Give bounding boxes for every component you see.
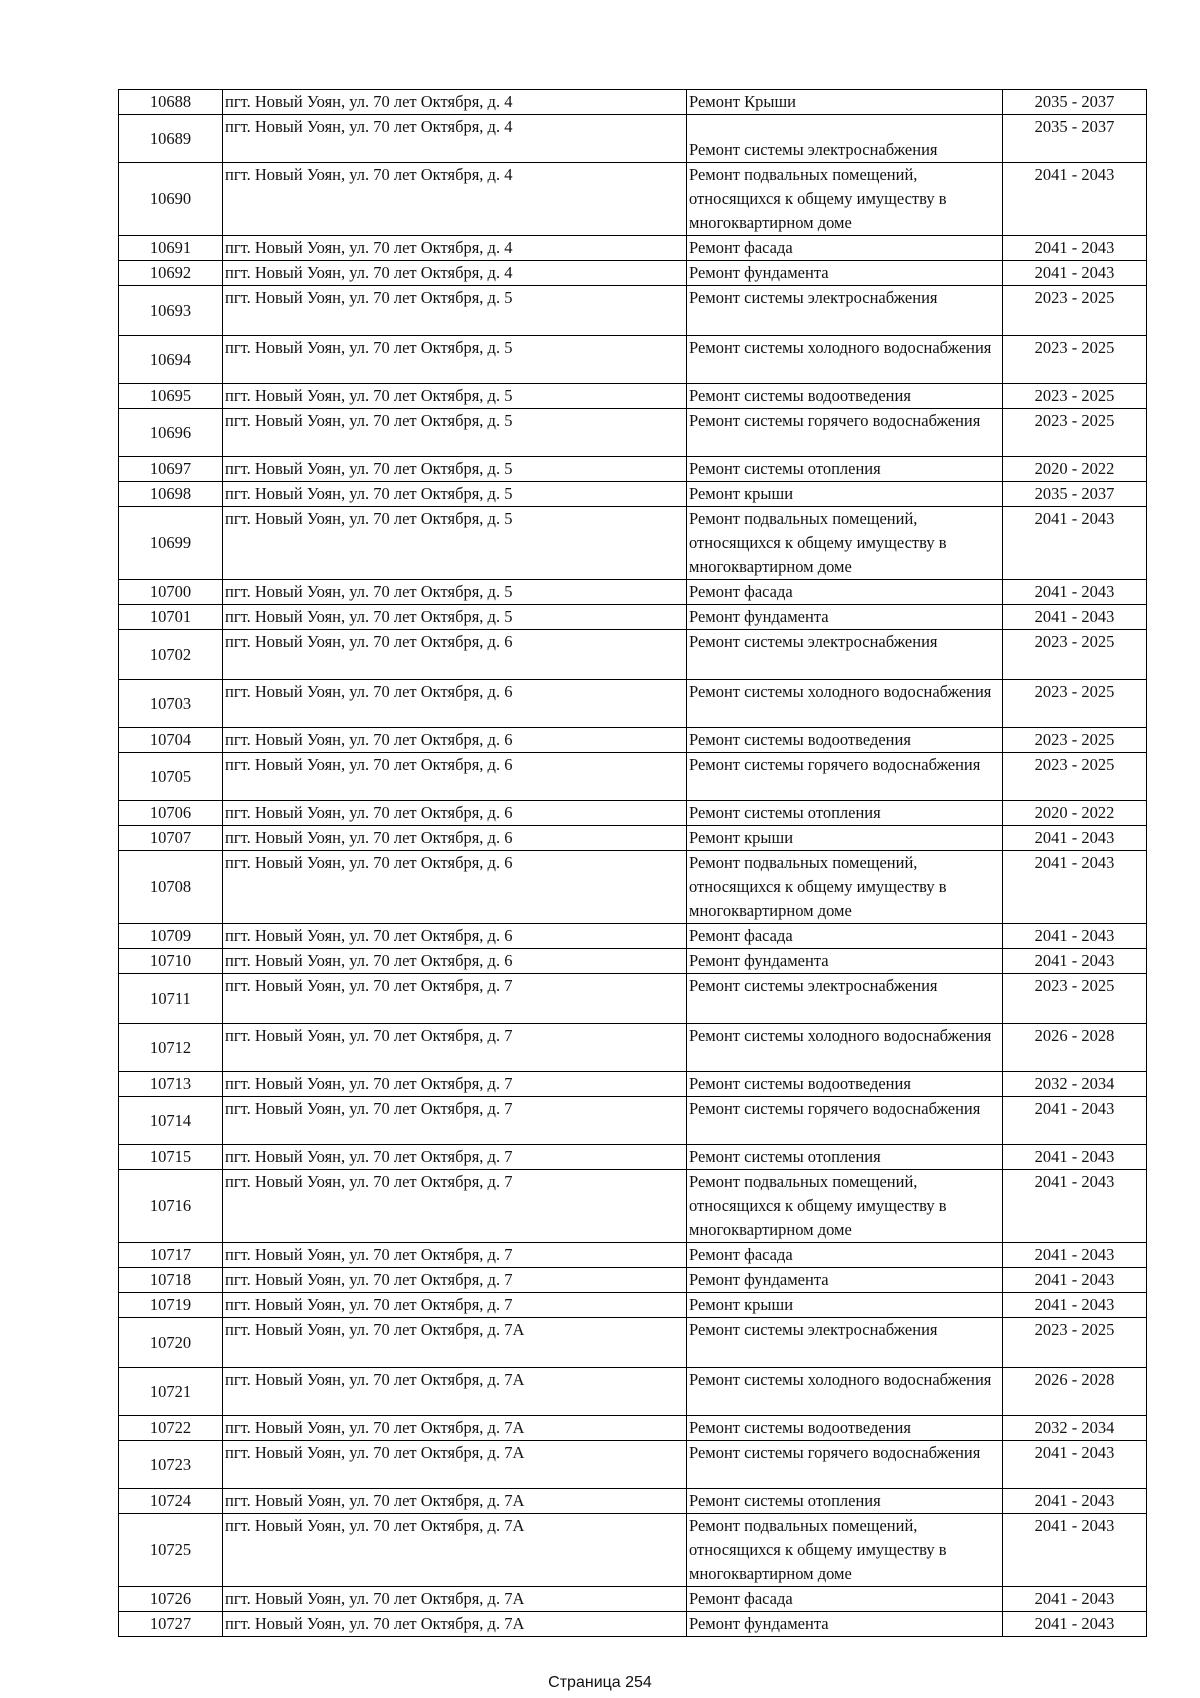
row-number-cell: 10690 [119,163,223,236]
table-row [119,974,1147,1024]
period-cell: 2020 - 2022 [1003,801,1147,826]
period-cell: 2023 - 2025 [1003,680,1147,728]
row-number-cell: 10703 [119,680,223,728]
address-cell: пгт. Новый Уоян, ул. 70 лет Октября, д. 4 [223,90,687,115]
row-number-cell: 10720 [119,1318,223,1368]
row-number-cell: 10692 [119,261,223,286]
address-cell: пгт. Новый Уоян, ул. 70 лет Октября, д. 6 [223,630,687,680]
period-cell: 2041 - 2043 [1003,1441,1147,1489]
row-number-cell: 10694 [119,336,223,384]
work-type-cell: Ремонт системы водоотведения [687,1416,1003,1441]
table-row [119,1097,1147,1145]
work-type-cell: Ремонт системы горячего водоснабжения [687,1097,1003,1145]
row-number-cell: 10724 [119,1489,223,1514]
period-cell: 2041 - 2043 [1003,1587,1147,1612]
address-cell: пгт. Новый Уоян, ул. 70 лет Октября, д. 4 [223,163,687,236]
work-type-cell: Ремонт системы горячего водоснабжения [687,753,1003,801]
period-cell: 2041 - 2043 [1003,924,1147,949]
address-cell: пгт. Новый Уоян, ул. 70 лет Октября, д. 7 [223,1293,687,1318]
row-number-cell: 10709 [119,924,223,949]
table-row [119,680,1147,728]
row-number-cell: 10705 [119,753,223,801]
period-cell: 2020 - 2022 [1003,457,1147,482]
address-cell: пгт. Новый Уоян, ул. 70 лет Октября, д. 6 [223,680,687,728]
row-number-cell: 10714 [119,1097,223,1145]
period-cell: 2041 - 2043 [1003,1293,1147,1318]
work-type-cell: Ремонт фасада [687,1587,1003,1612]
period-cell: 2026 - 2028 [1003,1024,1147,1072]
table-row [119,409,1147,457]
row-number-cell: 10696 [119,409,223,457]
row-number-cell: 10697 [119,457,223,482]
table-row [119,630,1147,680]
row-number-cell: 10725 [119,1514,223,1587]
table-row [119,1368,1147,1416]
period-cell: 2041 - 2043 [1003,507,1147,580]
address-cell: пгт. Новый Уоян, ул. 70 лет Октября, д. 5 [223,286,687,336]
address-cell: пгт. Новый Уоян, ул. 70 лет Октября, д. 7 [223,1024,687,1072]
period-cell: 2023 - 2025 [1003,630,1147,680]
address-cell: пгт. Новый Уоян, ул. 70 лет Октября, д. 5 [223,409,687,457]
work-type-cell: Ремонт фундамента [687,949,1003,974]
address-cell: пгт. Новый Уоян, ул. 70 лет Октября, д. 7 [223,1243,687,1268]
address-cell: пгт. Новый Уоян, ул. 70 лет Октября, д. 6 [223,851,687,924]
row-number-cell: 10704 [119,728,223,753]
address-cell: пгт. Новый Уоян, ул. 70 лет Октября, д. 6 [223,924,687,949]
work-type-cell: Ремонт системы отопления [687,1489,1003,1514]
work-type-cell: Ремонт системы отопления [687,1145,1003,1170]
table-row [119,1268,1147,1293]
address-cell: пгт. Новый Уоян, ул. 70 лет Октября, д. 7А [223,1416,687,1441]
row-number-cell: 10699 [119,507,223,580]
address-cell: пгт. Новый Уоян, ул. 70 лет Октября, д. 7 [223,1145,687,1170]
period-cell: 2023 - 2025 [1003,1318,1147,1368]
period-cell: 2023 - 2025 [1003,384,1147,409]
period-cell: 2032 - 2034 [1003,1416,1147,1441]
work-type-cell: Ремонт системы холодного водоснабжения [687,1368,1003,1416]
table-row [119,1072,1147,1097]
address-cell: пгт. Новый Уоян, ул. 70 лет Октября, д. 4 [223,236,687,261]
period-cell: 2041 - 2043 [1003,1268,1147,1293]
address-cell: пгт. Новый Уоян, ул. 70 лет Октября, д. 6 [223,753,687,801]
row-number-cell: 10726 [119,1587,223,1612]
period-cell: 2041 - 2043 [1003,949,1147,974]
work-type-cell: Ремонт подвальных помещений, относящихся к общему имуществу в многоквартирном доме [687,1170,1003,1243]
row-number-cell: 10710 [119,949,223,974]
work-type-cell: Ремонт системы электроснабжения [687,115,1003,163]
period-cell: 2026 - 2028 [1003,1368,1147,1416]
work-type-cell: Ремонт Крыши [687,90,1003,115]
address-cell: пгт. Новый Уоян, ул. 70 лет Октября, д. 5 [223,457,687,482]
table-row [119,286,1147,336]
period-cell: 2041 - 2043 [1003,1489,1147,1514]
row-number-cell: 10707 [119,826,223,851]
row-number-cell: 10701 [119,605,223,630]
table-row [119,1318,1147,1368]
address-cell: пгт. Новый Уоян, ул. 70 лет Октября, д. 4 [223,115,687,163]
row-number-cell: 10719 [119,1293,223,1318]
period-cell: 2041 - 2043 [1003,236,1147,261]
address-cell: пгт. Новый Уоян, ул. 70 лет Октября, д. 7 [223,974,687,1024]
address-cell: пгт. Новый Уоян, ул. 70 лет Октября, д. 5 [223,605,687,630]
work-type-cell: Ремонт фундамента [687,605,1003,630]
period-cell: 2041 - 2043 [1003,1145,1147,1170]
table-body [119,90,1147,1637]
work-type-cell: Ремонт системы водоотведения [687,384,1003,409]
row-number-cell: 10715 [119,1145,223,1170]
address-cell: пгт. Новый Уоян, ул. 70 лет Октября, д. 6 [223,949,687,974]
table-row [119,507,1147,580]
table-row [119,728,1147,753]
period-cell: 2032 - 2034 [1003,1072,1147,1097]
work-type-cell: Ремонт системы электроснабжения [687,630,1003,680]
row-number-cell: 10706 [119,801,223,826]
work-type-cell: Ремонт крыши [687,826,1003,851]
work-type-cell: Ремонт подвальных помещений, относящихся к общему имуществу в многоквартирном доме [687,163,1003,236]
address-cell: пгт. Новый Уоян, ул. 70 лет Октября, д. 6 [223,826,687,851]
address-cell: пгт. Новый Уоян, ул. 70 лет Октября, д. 5 [223,336,687,384]
table-row [119,1416,1147,1441]
address-cell: пгт. Новый Уоян, ул. 70 лет Октября, д. 7А [223,1368,687,1416]
table-row [119,1024,1147,1072]
period-cell: 2035 - 2037 [1003,90,1147,115]
work-type-cell: Ремонт фундамента [687,1612,1003,1637]
row-number-cell: 10713 [119,1072,223,1097]
address-cell: пгт. Новый Уоян, ул. 70 лет Октября, д. 7 [223,1170,687,1243]
table-row [119,1441,1147,1489]
table-row [119,90,1147,115]
row-number-cell: 10689 [119,115,223,163]
table-row [119,336,1147,384]
table-row [119,1170,1147,1243]
work-type-cell: Ремонт крыши [687,1293,1003,1318]
row-number-cell: 10711 [119,974,223,1024]
period-cell: 2041 - 2043 [1003,1170,1147,1243]
work-type-cell: Ремонт подвальных помещений, относящихся к общему имуществу в многоквартирном доме [687,507,1003,580]
period-cell: 2041 - 2043 [1003,1097,1147,1145]
period-cell: 2041 - 2043 [1003,1612,1147,1637]
period-cell: 2035 - 2037 [1003,482,1147,507]
page-number: Страница 254 [548,1674,652,1691]
work-type-cell: Ремонт системы горячего водоснабжения [687,409,1003,457]
period-cell: 2023 - 2025 [1003,409,1147,457]
work-type-cell: Ремонт системы электроснабжения [687,1318,1003,1368]
period-cell: 2041 - 2043 [1003,1243,1147,1268]
work-type-cell: Ремонт фасада [687,1243,1003,1268]
work-type-cell: Ремонт системы водоотведения [687,728,1003,753]
table-row [119,1243,1147,1268]
address-cell: пгт. Новый Уоян, ул. 70 лет Октября, д. 7 [223,1072,687,1097]
table-row [119,115,1147,163]
table-row [119,1612,1147,1637]
period-cell: 2041 - 2043 [1003,163,1147,236]
table-row [119,457,1147,482]
row-number-cell: 10722 [119,1416,223,1441]
row-number-cell: 10723 [119,1441,223,1489]
work-type-cell: Ремонт системы электроснабжения [687,974,1003,1024]
period-cell: 2041 - 2043 [1003,826,1147,851]
row-number-cell: 10693 [119,286,223,336]
work-type-cell: Ремонт фасада [687,924,1003,949]
table-row [119,801,1147,826]
work-type-cell: Ремонт системы отопления [687,457,1003,482]
row-number-cell: 10716 [119,1170,223,1243]
table-row [119,851,1147,924]
period-cell: 2035 - 2037 [1003,115,1147,163]
table-row [119,384,1147,409]
row-number-cell: 10712 [119,1024,223,1072]
address-cell: пгт. Новый Уоян, ул. 70 лет Октября, д. 7А [223,1587,687,1612]
row-number-cell: 10717 [119,1243,223,1268]
table-row [119,261,1147,286]
work-type-cell: Ремонт системы холодного водоснабжения [687,1024,1003,1072]
address-cell: пгт. Новый Уоян, ул. 70 лет Октября, д. 7А [223,1489,687,1514]
table-row [119,1293,1147,1318]
table-row [119,605,1147,630]
address-cell: пгт. Новый Уоян, ул. 70 лет Октября, д. 7А [223,1318,687,1368]
work-type-cell: Ремонт системы отопления [687,801,1003,826]
table-row [119,236,1147,261]
work-type-cell: Ремонт крыши [687,482,1003,507]
row-number-cell: 10708 [119,851,223,924]
address-cell: пгт. Новый Уоян, ул. 70 лет Октября, д. 6 [223,801,687,826]
work-type-cell: Ремонт системы холодного водоснабжения [687,680,1003,728]
row-number-cell: 10691 [119,236,223,261]
period-cell: 2041 - 2043 [1003,605,1147,630]
work-type-cell: Ремонт системы горячего водоснабжения [687,1441,1003,1489]
work-type-cell: Ремонт фасада [687,580,1003,605]
address-cell: пгт. Новый Уоян, ул. 70 лет Октября, д. 7А [223,1612,687,1637]
address-cell: пгт. Новый Уоян, ул. 70 лет Октября, д. 7А [223,1514,687,1587]
table-row [119,924,1147,949]
period-cell: 2041 - 2043 [1003,1514,1147,1587]
address-cell: пгт. Новый Уоян, ул. 70 лет Октября, д. 5 [223,384,687,409]
work-type-cell: Ремонт системы холодного водоснабжения [687,336,1003,384]
table-row [119,1514,1147,1587]
table-row [119,1145,1147,1170]
table-row [119,580,1147,605]
row-number-cell: 10727 [119,1612,223,1637]
row-number-cell: 10700 [119,580,223,605]
table-row [119,163,1147,236]
work-type-cell: Ремонт фундамента [687,1268,1003,1293]
period-cell: 2023 - 2025 [1003,728,1147,753]
table-row [119,482,1147,507]
address-cell: пгт. Новый Уоян, ул. 70 лет Октября, д. 5 [223,482,687,507]
table-row [119,1587,1147,1612]
table-row [119,1489,1147,1514]
row-number-cell: 10688 [119,90,223,115]
period-cell: 2023 - 2025 [1003,336,1147,384]
table-row [119,753,1147,801]
address-cell: пгт. Новый Уоян, ул. 70 лет Октября, д. 5 [223,507,687,580]
address-cell: пгт. Новый Уоян, ул. 70 лет Октября, д. 6 [223,728,687,753]
table-row [119,949,1147,974]
address-cell: пгт. Новый Уоян, ул. 70 лет Октября, д. 7 [223,1097,687,1145]
work-type-cell: Ремонт фундамента [687,261,1003,286]
address-cell: пгт. Новый Уоян, ул. 70 лет Октября, д. 5 [223,580,687,605]
work-type-cell: Ремонт системы водоотведения [687,1072,1003,1097]
period-cell: 2041 - 2043 [1003,261,1147,286]
work-type-cell: Ремонт подвальных помещений, относящихся к общему имуществу в многоквартирном доме [687,1514,1003,1587]
work-type-cell: Ремонт системы электроснабжения [687,286,1003,336]
address-cell: пгт. Новый Уоян, ул. 70 лет Октября, д. 7А [223,1441,687,1489]
address-cell: пгт. Новый Уоян, ул. 70 лет Октября, д. 4 [223,261,687,286]
period-cell: 2041 - 2043 [1003,580,1147,605]
row-number-cell: 10702 [119,630,223,680]
work-type-cell: Ремонт подвальных помещений, относящихся к общему имуществу в многоквартирном доме [687,851,1003,924]
period-cell: 2023 - 2025 [1003,286,1147,336]
period-cell: 2041 - 2043 [1003,851,1147,924]
table-row [119,826,1147,851]
row-number-cell: 10698 [119,482,223,507]
row-number-cell: 10718 [119,1268,223,1293]
work-type-cell: Ремонт фасада [687,236,1003,261]
period-cell: 2023 - 2025 [1003,753,1147,801]
repair-schedule-table [118,89,1147,1637]
period-cell: 2023 - 2025 [1003,974,1147,1024]
address-cell: пгт. Новый Уоян, ул. 70 лет Октября, д. 7 [223,1268,687,1293]
row-number-cell: 10695 [119,384,223,409]
row-number-cell: 10721 [119,1368,223,1416]
